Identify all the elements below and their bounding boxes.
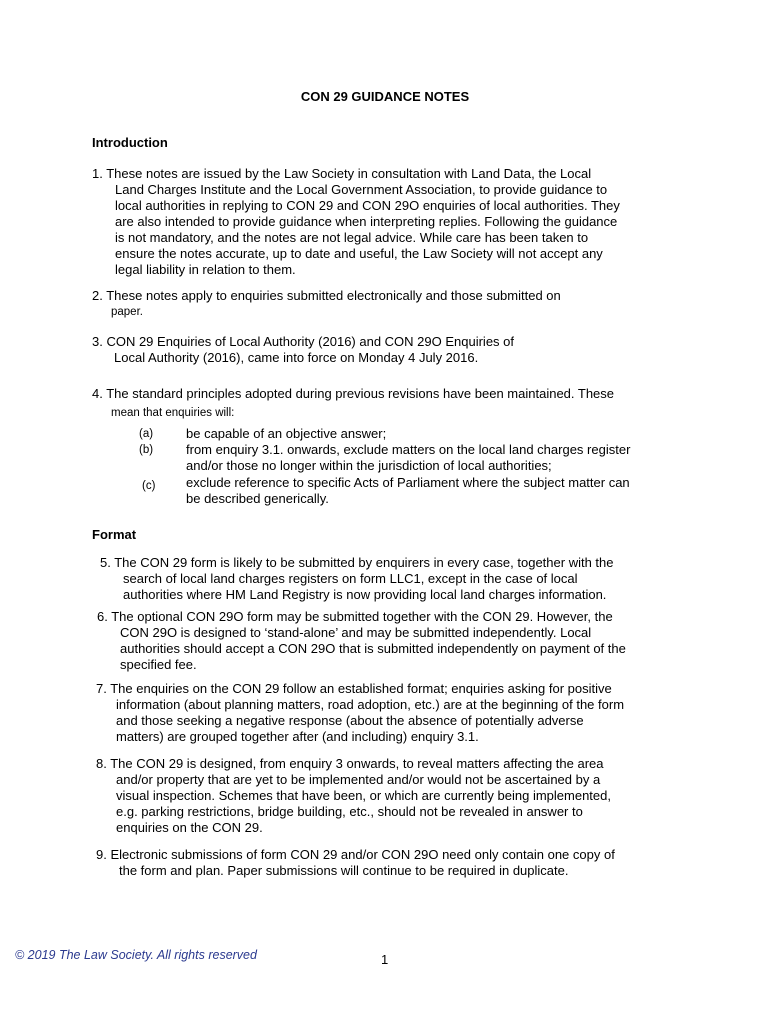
list-item-c — [139, 475, 699, 507]
list-item-text: from enquiry 3.1. onwards, exclude matters on the local land charges register — [186, 442, 631, 457]
list-item-text: be described generically. — [186, 491, 329, 506]
paragraph-8 — [96, 756, 611, 836]
paragraph-line: enquiries on the CON 29. — [116, 820, 263, 835]
paragraph-line: CON 29O is designed to ‘stand-alone’ and may be submitted independently. Local — [120, 625, 592, 640]
paragraph-line: 4. The standard principles adopted during previous revisions have been maintained. These — [92, 386, 615, 401]
copyright-footer: © 2019 The Law Society. All rights reserved — [15, 948, 257, 962]
paragraph-line: 6. The optional CON 29O form may be submitted together with the CON 29. However, the — [97, 609, 613, 624]
section-heading-format: Format — [92, 527, 137, 542]
paragraph-line: authorities should accept a CON 29O that is submitted independently on payment of the — [120, 641, 626, 656]
list-marker: (b) — [139, 444, 154, 456]
list-item-text: and/or those no longer within the jurisdiction of local authorities; — [186, 458, 552, 473]
paragraph-line: the form and plan. Paper submissions will continue to be required in duplicate. — [119, 863, 569, 878]
paragraph-line: 9. Electronic submissions of form CON 29 and/or CON 29O need only contain one copy of — [96, 847, 615, 862]
paragraph-line: visual inspection. Schemes that have been, or which are currently being implemented, — [116, 788, 611, 803]
page-title: CON 29 GUIDANCE NOTES — [300, 89, 470, 104]
paragraph-line: ensure the notes accurate, up to date and useful, the Law Society will not accept any — [115, 246, 603, 261]
paragraph-line: is not mandatory, and the notes are not legal advice. While care has been taken to — [115, 230, 589, 245]
paragraph-9 — [96, 847, 615, 879]
paragraph-4 — [92, 386, 614, 421]
paragraph-2 — [92, 288, 561, 320]
section-heading-introduction: Introduction — [92, 135, 168, 150]
paragraph-line: matters) are grouped together after (and including) enquiry 3.1. — [116, 729, 479, 744]
paragraph-line: 8. The CON 29 is designed, from enquiry 3 onwards, to reveal matters affecting the area — [96, 756, 604, 771]
paragraph-line: local authorities in replying to CON 29 and CON 29O enquiries of local authorities. They — [115, 198, 620, 213]
paragraph-line: e.g. parking restrictions, bridge building, etc., should not be revealed in answer to — [116, 804, 583, 819]
paragraph-line: specified fee. — [120, 657, 197, 672]
paragraph-line: information (about planning matters, road adoption, etc.) are at the beginning of the form — [116, 697, 625, 712]
list-marker: (c) — [142, 480, 156, 492]
paragraph-7 — [96, 681, 624, 745]
paragraph-3 — [92, 334, 514, 366]
paragraph-line: mean that enquiries will: — [111, 407, 235, 419]
paragraph-line: are also intended to provide guidance when interpreting replies. Following the guidance — [115, 214, 618, 229]
paragraph-line: 2. These notes apply to enquiries submitted electronically and those submitted on — [92, 288, 561, 303]
paragraph-line: Land Charges Institute and the Local Government Association, to provide guidance to — [115, 182, 608, 197]
list-marker: (a) — [139, 428, 154, 440]
paragraph-line: 7. The enquiries on the CON 29 follow an established format; enquiries asking for positive — [96, 681, 612, 696]
list-item-a — [139, 426, 699, 442]
paragraph-line: paper. — [111, 306, 143, 318]
paragraph-line: and those seeking a negative response (about the absence of potentially adverse — [116, 713, 584, 728]
paragraph-line: 5. The CON 29 form is likely to be submitted by enquirers in every case, together with the — [100, 555, 614, 570]
paragraph-line: Local Authority (2016), came into force on Monday 4 July 2016. — [114, 350, 479, 365]
paragraph-line: legal liability in relation to them. — [115, 262, 296, 277]
paragraph-5 — [100, 555, 614, 603]
paragraph-line: 3. CON 29 Enquiries of Local Authority (2016) and CON 29O Enquiries of — [92, 334, 514, 349]
paragraph-6 — [97, 609, 626, 673]
paragraph-line: 1. These notes are issued by the Law Society in consultation with Land Data, the Local — [92, 166, 592, 181]
list-item-text: be capable of an objective answer; — [186, 426, 387, 441]
paragraph-line: and/or property that are yet to be implemented and/or would not be ascertained by a — [116, 772, 601, 787]
list-item-text: exclude reference to specific Acts of Parliament where the subject matter can — [186, 475, 630, 490]
paragraph-line: authorities where HM Land Registry is now providing local land charges information. — [123, 587, 607, 602]
paragraph-1 — [92, 166, 620, 278]
paragraph-line: search of local land charges registers on form LLC1, except in the case of local — [123, 571, 578, 586]
page-number: 1 — [381, 952, 389, 967]
list-item-b — [139, 442, 699, 474]
